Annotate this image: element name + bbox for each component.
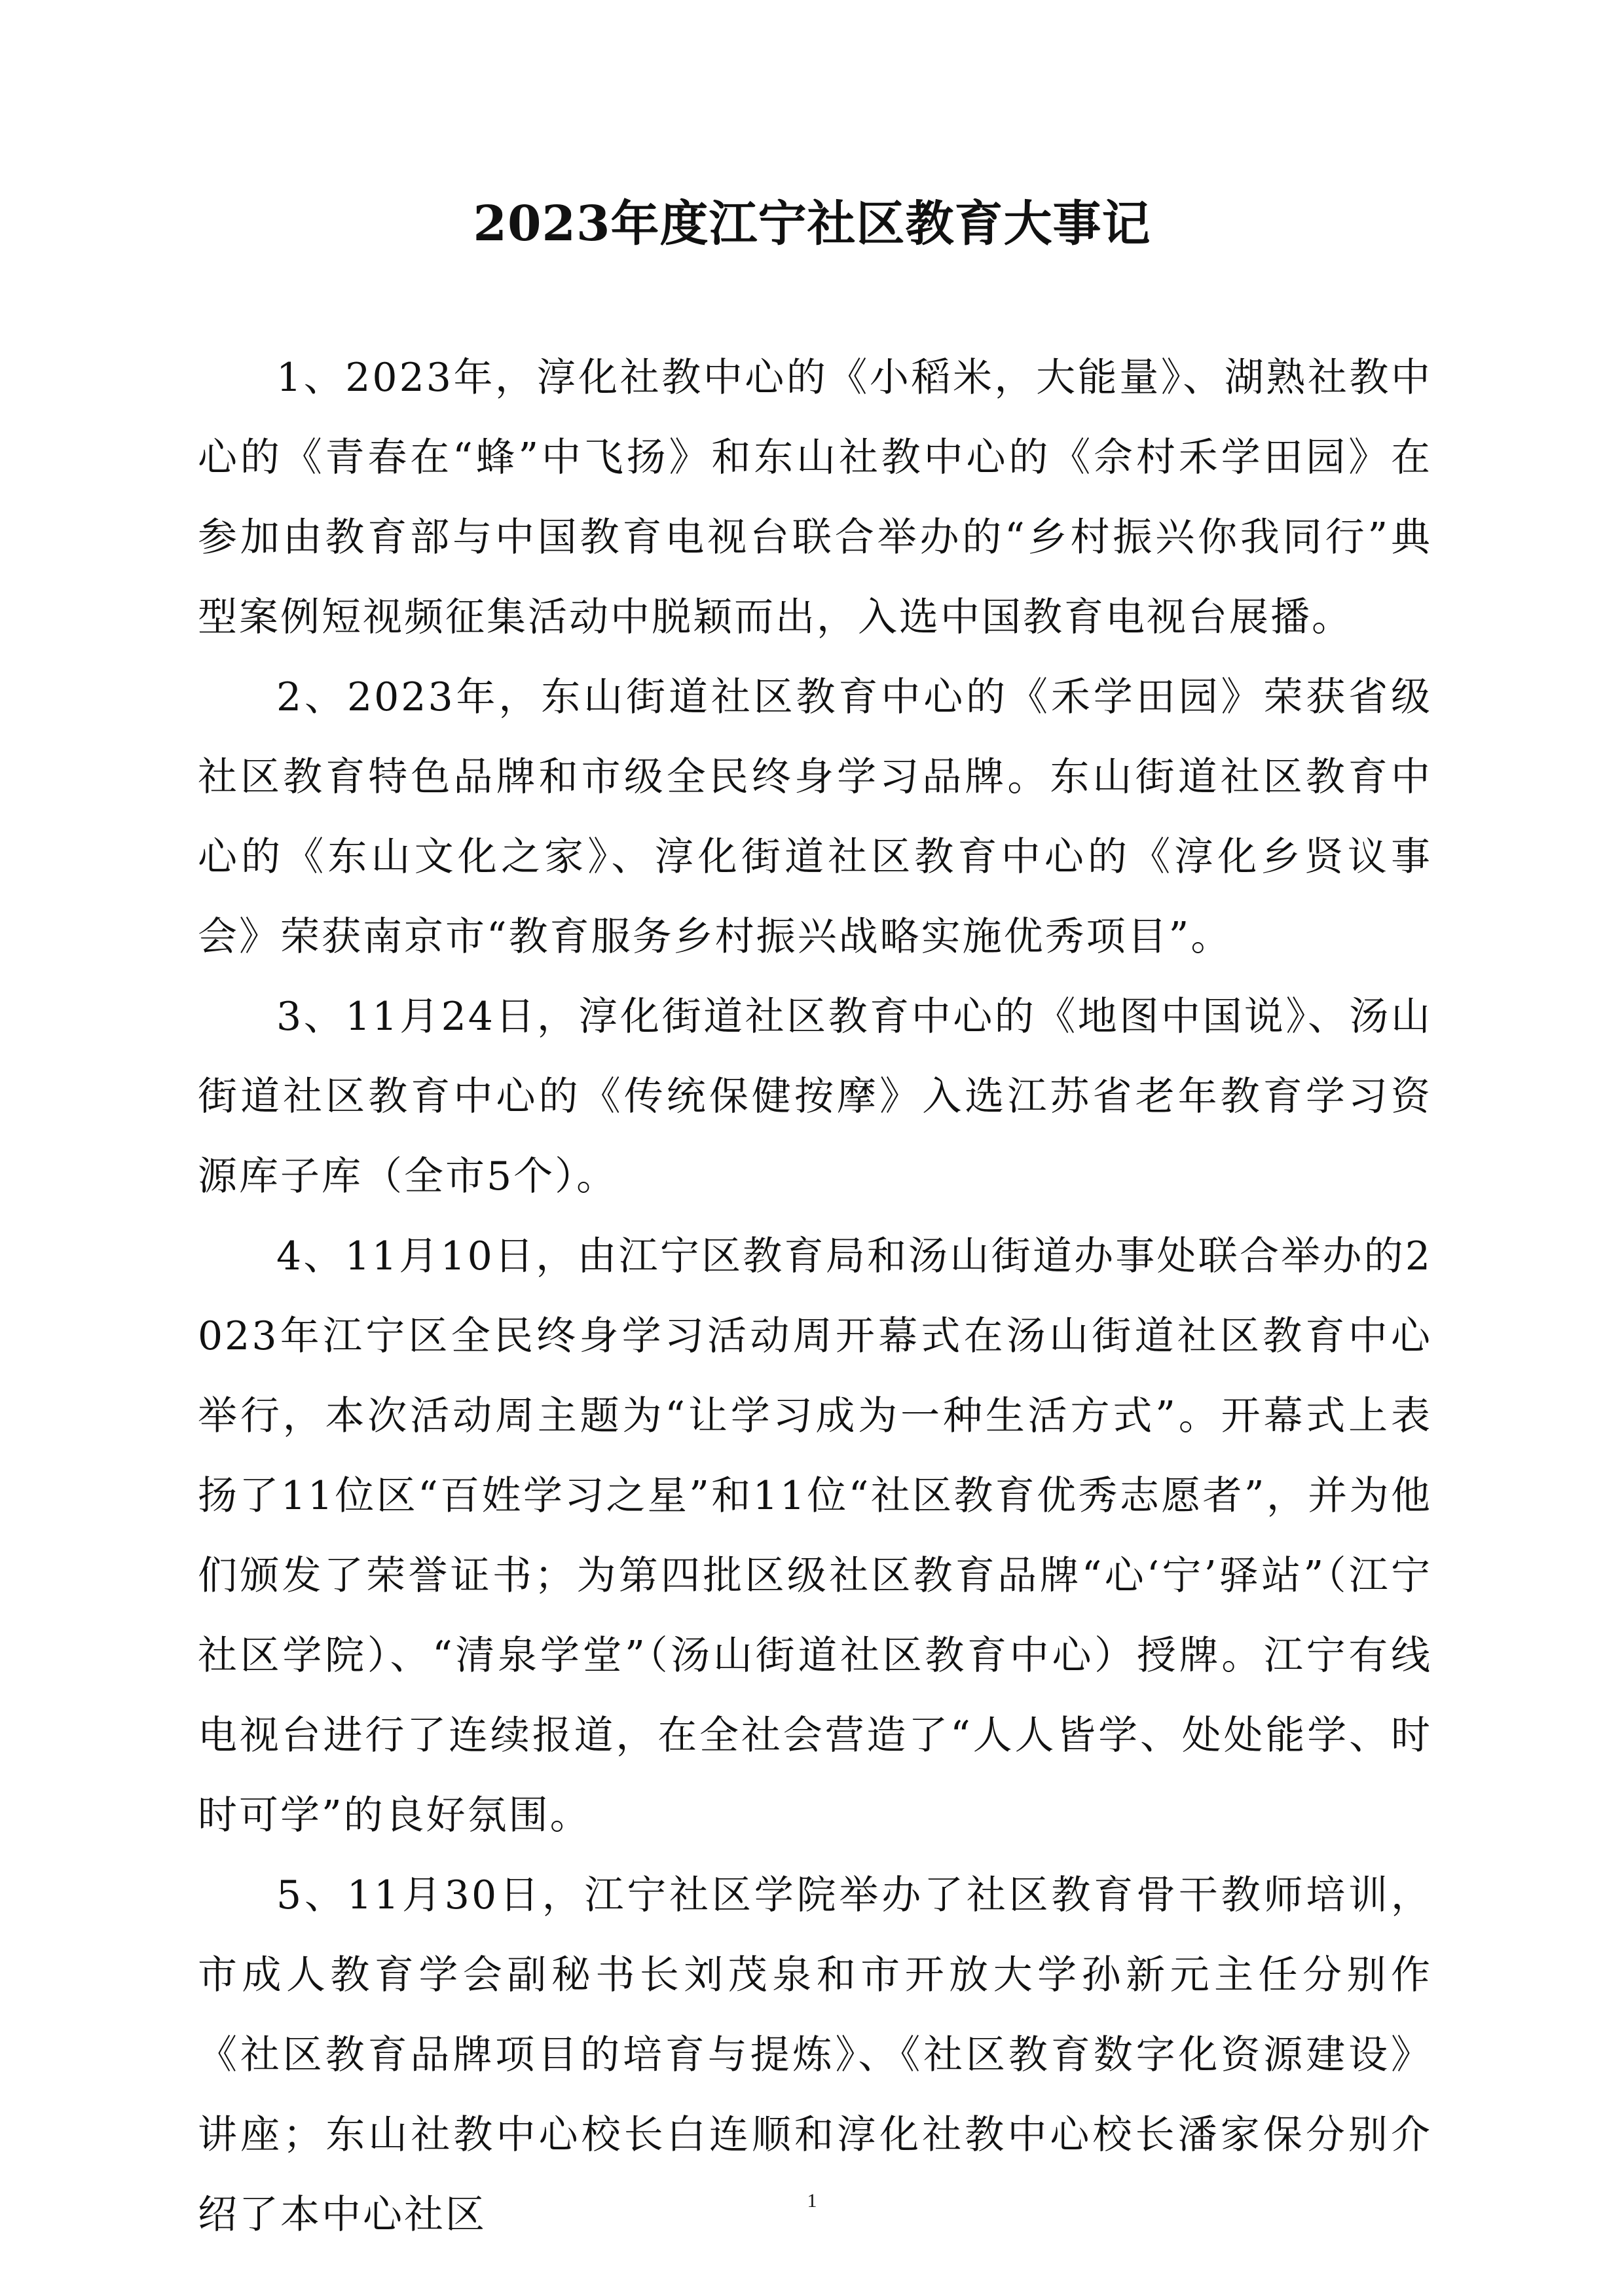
paragraph-2: 2、2023年，东山街道社区教育中心的《禾学田园》荣获省级社区教育特色品牌和市级全民终身学习品牌。东山街道社区教育中心的《东山文化之家》、淳化街道社区教育中心的《淳化乡贤议事会》荣获南京市“教育服务乡村振兴战略实施优秀项目”。 — [198, 674, 1432, 960]
paragraph-5: 5、11月30日，江宁社区学院举办了社区教育骨干教师培训，市成人教育学会副秘书长刘茂泉和市开放大学孙新元主任分别作《社区教育品牌项目的培育与提炼》、《社区教育数字化资源建设》讲座；东山社教中心校长白连顺和淳化社教中心校长潘家保分别介绍了本中心社区 — [198, 1872, 1432, 2238]
paragraph-3: 3、11月24日，淳化街道社区教育中心的《地图中国说》、汤山街道社区教育中心的《传统保健按摩》入选江苏省老年教育学习资源库子库（全市5个）。 — [198, 994, 1432, 1199]
document-title: 2023年度江宁社区教育大事记 — [473, 196, 1151, 252]
paragraph-4: 4、11月10日，由江宁区教育局和汤山街道办事处联合举办的2023年江宁区全民终身学习活动周开幕式在汤山街道社区教育中心举行，本次活动周主题为“让学习成为一种生活方式”。开幕式上表扬了11位区“百姓学习之星”和11位“社区教育优秀志愿者”，并为他们颁发了荣誉证书；为第四批区级社区教育品牌“心‘宁’驿站”（江宁社区学院）、“清泉学堂”（汤山街道社区教育中心）授牌。江宁有线电视台进行了连续报道，在全社会营造了“人人皆学、处处能学、时时可学”的良好氛围。 — [198, 1233, 1432, 1838]
page-number: 1 — [807, 2190, 817, 2212]
paragraph-1: 1、2023年，淳化社教中心的《小稻米，大能量》、湖熟社教中心的《青春在“蜂”中飞扬》和东山社教中心的《佘村禾学田园》在参加由教育部与中国教育电视台联合举办的“乡村振兴你我同行”典型案例短视频征集活动中脱颖而出，入选中国教育电视台展播。 — [198, 355, 1432, 640]
document-body — [198, 338, 1432, 2255]
